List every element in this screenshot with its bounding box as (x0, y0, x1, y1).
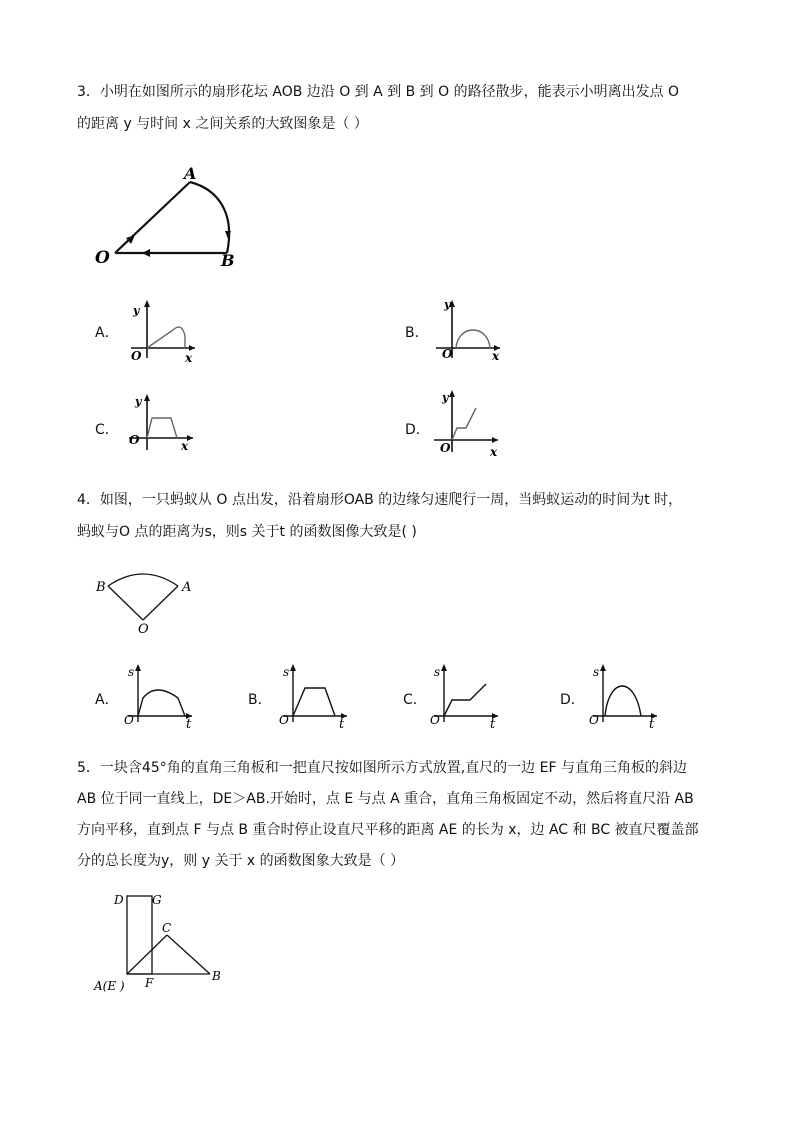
q3-arc-AB (190, 182, 229, 253)
svg-text:x: x (492, 349, 500, 363)
q5-label-F: F (145, 976, 154, 990)
q3-text-line2: 的距离 y 与时间 x 之间关系的大致图象是（ ） (77, 116, 368, 132)
q4-text-line2: 蚂蚁与O 点的距离为s，则s 关于t 的函数图像大致是( ) (77, 524, 417, 540)
svg-text:O: O (442, 347, 453, 361)
q3-option-d-label[interactable]: D． (405, 422, 430, 438)
q3-option-a-curve (147, 327, 185, 348)
svg-text:x: x (185, 351, 193, 365)
q4-option-a-label[interactable]: A． (95, 692, 119, 708)
q3-label-A: A (184, 164, 197, 183)
q3-arrow-BO (142, 249, 150, 257)
q5-text-line4: 分的总长度为y，则 y 关于 x 的函数图象大致是（ ） (77, 853, 405, 869)
q3-radius-OA (115, 182, 190, 253)
q3-option-b-graph[interactable] (430, 296, 510, 362)
svg-text:O: O (131, 349, 142, 363)
q4-text-line1: 4．如图，一只蚂蚁从 O 点出发，沿着扇形OAB 的边缘匀速爬行一周，当蚂蚁运动的时间为t 时， (77, 492, 683, 508)
svg-text:O: O (279, 713, 289, 727)
svg-text:y: y (133, 304, 140, 317)
q3-option-c-label[interactable]: C． (95, 422, 119, 438)
q5-label-G: G (152, 893, 162, 907)
q3-option-b-curve (456, 330, 490, 348)
svg-text:O: O (129, 433, 140, 447)
q3-option-b-label[interactable]: B． (405, 325, 429, 341)
q4-option-d-curve (605, 686, 641, 716)
svg-text:O: O (430, 713, 440, 727)
q4-option-b-label[interactable]: B． (248, 692, 272, 708)
q3-option-a-label[interactable]: A． (95, 325, 119, 341)
q4-sector-figure (92, 568, 202, 638)
q5-triangle-AC (127, 935, 167, 974)
svg-text:x: x (181, 439, 189, 453)
q4-arc-BA (108, 574, 178, 586)
q5-text-line2: AB 位于同一直线上，DE＞AB.开始时，点 E 与点 A 重合，直角三角板固定不动，然后将直尺沿 AB (77, 791, 694, 807)
q4-option-b-curve (293, 688, 335, 716)
q5-ruler-triangle-figure (92, 888, 232, 998)
q4-option-a-curve (138, 690, 185, 716)
q4-radius-OA (143, 586, 178, 620)
svg-text:O: O (589, 713, 599, 727)
q5-text-line3: 方向平移，直到点 F 与点 B 重合时停止设直尺平移的距离 AE 的长为 x，边 AC 和 BC 被直尺覆盖部 (77, 822, 699, 838)
svg-text:s: s (128, 665, 135, 679)
svg-text:t: t (490, 717, 496, 732)
svg-text:s: s (283, 665, 290, 679)
q3-sector-figure (90, 165, 250, 275)
q4-option-c-label[interactable]: C． (403, 692, 427, 708)
q3-label-O: O (95, 248, 110, 268)
q4-radius-OB (108, 586, 143, 620)
svg-text:y: y (442, 391, 449, 404)
svg-text:y: y (444, 298, 451, 311)
svg-text:s: s (434, 665, 441, 679)
svg-text:O: O (440, 441, 451, 455)
q5-label-C: C (162, 921, 172, 935)
q4-option-d-label[interactable]: D． (560, 692, 585, 708)
q5-label-D: D (114, 893, 124, 907)
q3-option-c-curve (147, 418, 177, 438)
q3-option-d-graph[interactable] (430, 388, 510, 460)
svg-text:t: t (339, 717, 345, 732)
q3-option-c-graph[interactable] (125, 392, 205, 458)
q4-label-A: A (182, 580, 192, 595)
svg-text:x: x (490, 445, 498, 459)
svg-text:t: t (649, 717, 655, 732)
q5-label-AE: A(E ) (94, 979, 125, 993)
svg-text:s: s (593, 665, 600, 679)
q4-option-c-curve (444, 684, 486, 716)
q3-option-d-curve (452, 408, 476, 440)
q4-option-a-graph[interactable] (120, 660, 200, 732)
q4-option-d-graph[interactable] (585, 660, 665, 732)
svg-text:y: y (135, 395, 142, 408)
q5-triangle-CB (167, 935, 210, 974)
svg-text:O: O (124, 713, 134, 727)
q3-label-B: B (221, 251, 235, 270)
q3-option-a-graph[interactable] (125, 296, 205, 365)
q3-text-line1: 3．小明在如图所示的扇形花坛 AOB 边沿 O 到 A 到 B 到 O 的路径散步，能表示小明离出发点 O (77, 84, 680, 100)
q4-label-O: O (138, 622, 149, 637)
q4-label-B: B (96, 580, 106, 595)
q4-option-c-graph[interactable] (426, 660, 506, 732)
q5-text-line1: 5．一块含45°角的直角三角板和一把直尺按如图所示方式放置,直尺的一边 EF 与直角三角板的斜边 (77, 760, 687, 776)
q4-option-b-graph[interactable] (275, 660, 355, 732)
svg-text:t: t (186, 717, 192, 732)
q5-label-B: B (212, 969, 221, 983)
